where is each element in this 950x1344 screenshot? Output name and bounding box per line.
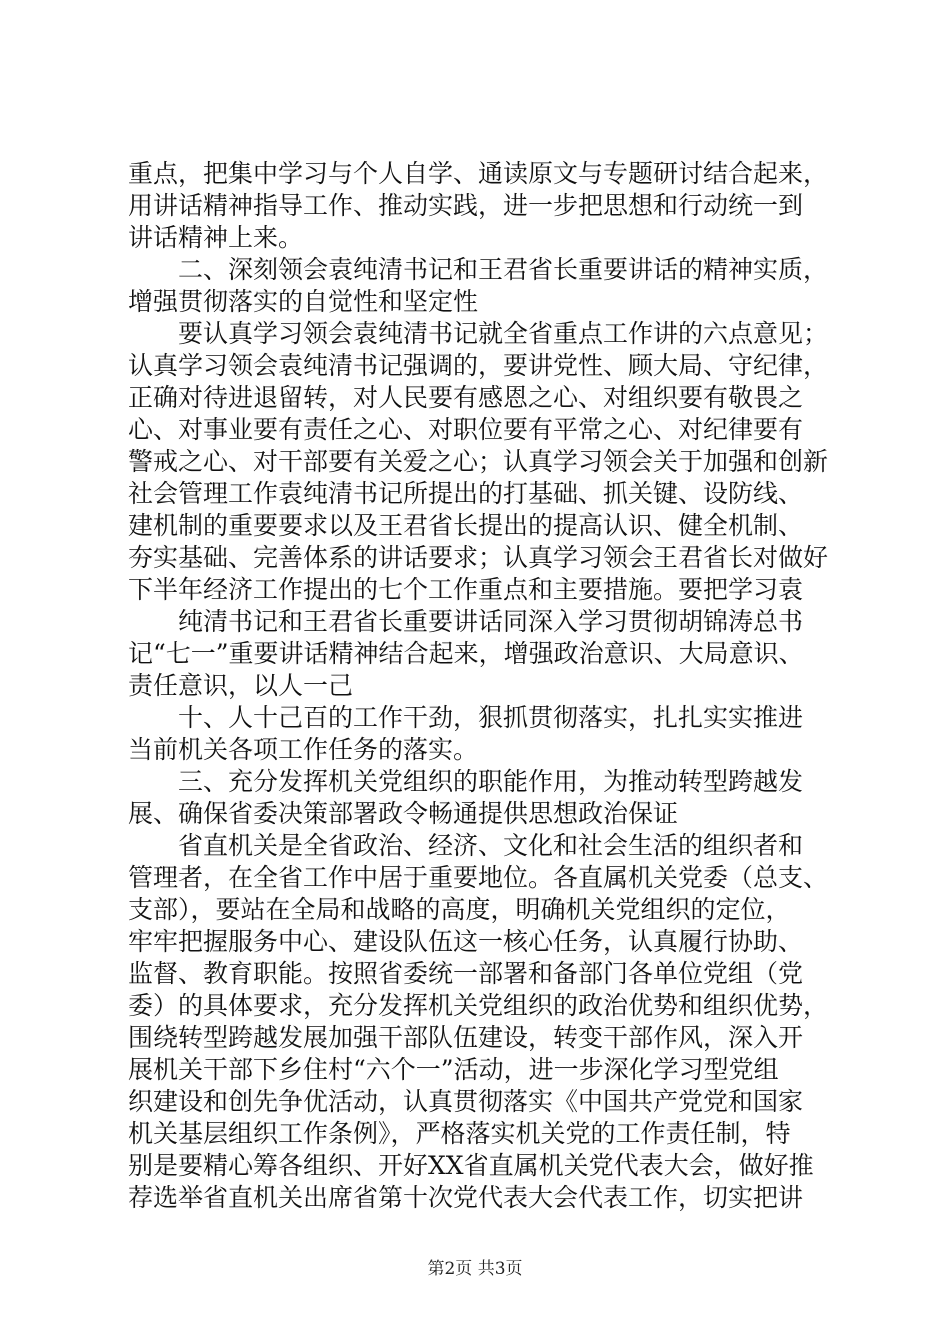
text-line: 正确对待进退留转，对人民要有感恩之心、对组织要有敬畏之 bbox=[128, 383, 804, 412]
document-body bbox=[128, 158, 828, 1214]
text-line: 二、深刻领会袁纯清书记和王君省长重要讲话的精神实质， bbox=[128, 255, 829, 284]
text-line: 警戒之心、对干部要有关爱之心；认真学习领会关于加强和创新 bbox=[128, 447, 829, 476]
text-line: 认真学习领会袁纯清书记强调的，要讲党性、顾大局、守纪律， bbox=[128, 351, 829, 380]
text-line: 委）的具体要求，充分发挥机关党组织的政治优势和组织优势， bbox=[128, 991, 829, 1020]
text-line: 心、对事业要有责任之心、对职位要有平常之心、对纪律要有 bbox=[128, 415, 804, 444]
text-line: 荐选举省直机关出席省第十次党代表大会代表工作，切实把讲 bbox=[128, 1183, 804, 1212]
text-line: 展机关干部下乡住村“六个一”活动，进一步深化学习型党组 bbox=[128, 1055, 779, 1084]
text-line: 增强贯彻落实的自觉性和坚定性 bbox=[128, 287, 479, 316]
text-line: 要认真学习领会袁纯清书记就全省重点工作讲的六点意见； bbox=[128, 319, 829, 348]
text-line: 监督、教育职能。按照省委统一部署和备部门各单位党组（党 bbox=[128, 959, 804, 988]
text-line: 当前机关各项工作任务的落实。 bbox=[128, 735, 479, 764]
text-line: 支部），要站在全局和战略的高度，明确机关党组织的定位， bbox=[128, 895, 791, 924]
text-line: 管理者，在全省工作中居于重要地位。各直属机关党委（总支、 bbox=[128, 863, 829, 892]
text-line: 记“七一”重要讲话精神结合起来，增强政治意识、大局意识、 bbox=[128, 639, 804, 668]
text-line: 围绕转型跨越发展加强干部队伍建设，转变干部作风，深入开 bbox=[128, 1023, 804, 1052]
text-line: 省直机关是全省政治、经济、文化和社会生活的组织者和 bbox=[128, 831, 804, 860]
text-line: 牢牢把握服务中心、建设队伍这一核心任务，认真履行协助、 bbox=[128, 927, 804, 956]
text-line: 织建设和创先争优活动，认真贯彻落实《中国共产党党和国家 bbox=[128, 1087, 804, 1116]
text-line: 社会管理工作袁纯清书记所提出的打基础、抓关键、设防线、 bbox=[128, 479, 804, 508]
text-line: 机关基层组织工作条例》，严格落实机关党的工作责任制，特 bbox=[128, 1119, 791, 1148]
text-line: 纯清书记和王君省长重要讲话同深入学习贯彻胡锦涛总书 bbox=[128, 607, 804, 636]
text-line: 建机制的重要要求以及王君省长提出的提高认识、健全机制、 bbox=[128, 511, 804, 540]
text-line: 讲话精神上来。 bbox=[128, 223, 304, 252]
text-line: 责任意识，以人一己 bbox=[128, 671, 354, 700]
page-footer: 第2页 共3页 bbox=[427, 1259, 523, 1279]
text-line: 别是要精心筹各组织、开好XX省直属机关党代表大会，做好推 bbox=[128, 1151, 814, 1180]
text-line: 十、人十己百的工作干劲，狠抓贯彻落实，扎扎实实推进 bbox=[128, 703, 804, 732]
text-line: 三、充分发挥机关党组织的职能作用，为推动转型跨越发 bbox=[128, 767, 804, 796]
text-line: 展、确保省委决策部署政令畅通提供思想政治保证 bbox=[128, 799, 679, 828]
text-line: 夯实基础、完善体系的讲话要求；认真学习领会王君省长对做好 bbox=[128, 543, 829, 572]
text-line: 用讲话精神指导工作、推动实践，进一步把思想和行动统一到 bbox=[128, 191, 804, 220]
text-line: 下半年经济工作提出的七个工作重点和主要措施。要把学习袁 bbox=[128, 575, 804, 604]
text-line: 重点，把集中学习与个人自学、通读原文与专题研讨结合起来， bbox=[128, 159, 829, 188]
